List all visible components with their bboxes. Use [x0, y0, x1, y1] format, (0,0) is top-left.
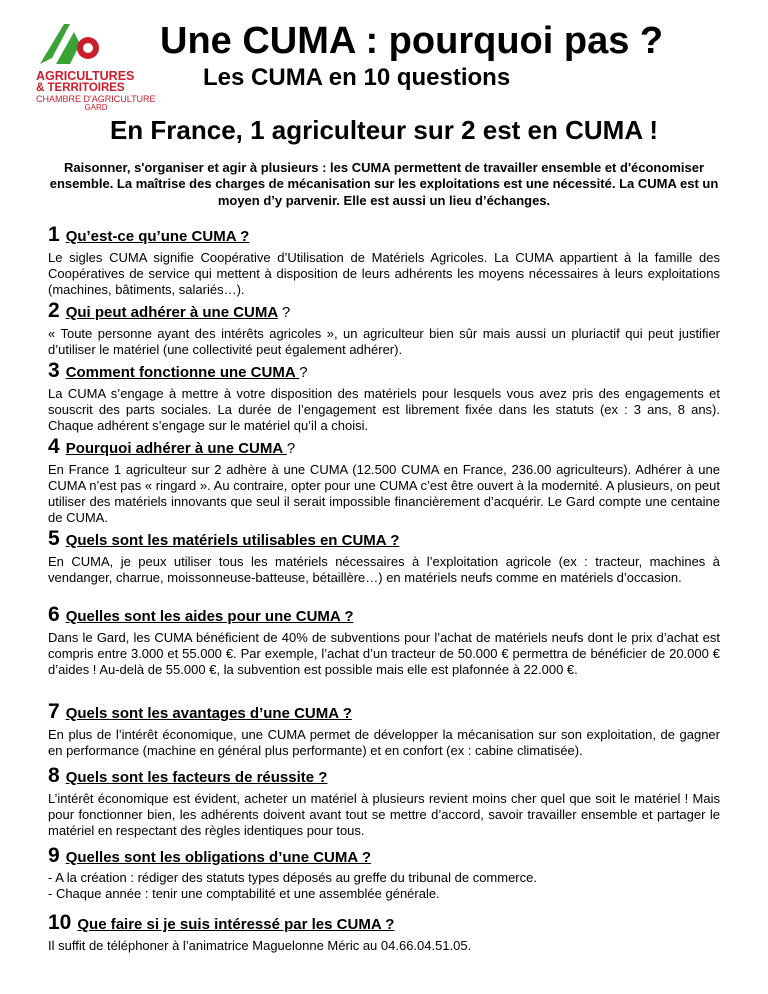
question-title: Quelles sont les aides pour une CUMA ? — [65, 608, 354, 625]
page-subtitle: Les CUMA en 10 questions — [203, 64, 511, 91]
question-block — [48, 911, 720, 954]
question-title: Quels sont les matériels utilisables en CUMA ? — [65, 532, 400, 549]
logo-dept: GARD — [84, 103, 108, 112]
question-answer: « Toute personne ayant des intérêts agricoles », un agriculteur bien sûr mais aussi un pluriactif qui peut justifier d’utiliser le matériel (une collectivité peut également adhérer). — [48, 326, 720, 357]
question-answer: La CUMA s’engage à mettre à votre disposition des matériels pour lesquels vous avez pris des engagements et souscrit des parts sociales. La durée de l’engagement est librement fixée dans les statuts (ex : 3 ans, 8 ans). Chaque adhérent s’engage sur le matériel qu’il a choisi. — [48, 386, 720, 433]
question-block — [48, 359, 720, 434]
question-heading — [48, 299, 720, 322]
question-heading — [48, 527, 720, 550]
question-number: 10 — [48, 911, 72, 934]
question-heading — [48, 359, 720, 382]
question-title: Pourquoi adhérer à une CUMA — [65, 440, 287, 457]
question-heading — [48, 764, 720, 787]
page-title: Une CUMA : pourquoi pas ? — [160, 20, 664, 62]
question-number: 9 — [48, 844, 60, 867]
question-heading — [48, 435, 720, 458]
logo-brand-line2: & TERRITOIRES — [36, 81, 125, 94]
question-number: 7 — [48, 700, 60, 723]
question-block — [48, 435, 720, 526]
question-number: 6 — [48, 603, 60, 626]
question-answer: En CUMA, je peux utiliser tous les matériels nécessaires à l’exploitation agricole (ex : tracteur, machines à vendanger, charrue, moissonneuse-batteuse, bétaillère…) en matériels neufs comme en matériels d’occasion. — [48, 554, 720, 585]
question-answer: Dans le Gard, les CUMA bénéficient de 40% de subventions pour l’achat de matériels neufs dont le prix d’achat est compris entre 3.000 et 55.000 €. Par exemple, l’achat d’un tracteur de 50.000 € permettra de bénéficier de 20.000 € d’aides ! Au-delà de 55.000 €, la subvention est possible mais elle est plafonnée à 22.000 €. — [48, 630, 720, 677]
question-number: 3 — [48, 359, 60, 382]
question-block — [48, 299, 720, 358]
question-title: Qui peut adhérer à une CUMA — [65, 304, 278, 321]
question-heading — [48, 223, 720, 246]
chamber-logo — [30, 18, 156, 128]
question-mark: ? — [286, 440, 296, 457]
question-title: Que faire si je suis intéressé par les CUMA ? — [77, 916, 395, 933]
question-block — [48, 844, 720, 902]
question-number: 8 — [48, 764, 60, 787]
question-answer: En plus de l’intérêt économique, une CUMA permet de développer la mécanisation sur son exploitation, de gagner en performance (machine en général plus performante) et en confort (ex : cabine climatisée). — [48, 727, 720, 758]
question-block — [48, 764, 720, 839]
question-answer-line: - Chaque année : tenir une comptabilité et une assemblée générale. — [48, 886, 440, 901]
question-title: Quelles sont les obligations d’une CUMA ? — [65, 849, 371, 866]
question-block — [48, 223, 720, 298]
question-answer-line: - A la création : rédiger des statuts types déposés au greffe du tribunal de commerce. — [48, 870, 537, 885]
question-title: Quels sont les facteurs de réussite ? — [65, 769, 328, 786]
question-answer: Le sigles CUMA signifie Coopérative d’Utilisation de Matériels Agricoles. La CUMA appartient à la famille des Coopératives de service qui mettent à disposition de leurs adhérents les moyens nécessaires à leurs exploitations (machines, bâtiments, salariés…). — [48, 250, 720, 297]
question-mark: ? — [281, 304, 291, 321]
question-heading — [48, 911, 720, 934]
question-heading — [48, 603, 720, 626]
question-answer: L’intérêt économique est évident, acheter un matériel à plusieurs revient moins cher quel que soit le matériel ! Mais pour fonctionner bien, les adhérents doivent avant tout se mettre d’accord, savoir travailler ensemble et partager le matériel en respectant des règles identiques pour tous. — [48, 791, 720, 838]
question-number: 5 — [48, 527, 60, 550]
logo-brand-line1: AGRICULTURES — [36, 69, 135, 83]
question-heading — [48, 700, 720, 723]
question-mark: ? — [299, 364, 308, 381]
question-title: Qu’est-ce qu’une CUMA ? — [65, 228, 250, 245]
question-number: 1 — [48, 223, 60, 246]
headline: En France, 1 agriculteur sur 2 est en CUMA ! — [109, 115, 659, 145]
question-title: Quels sont les avantages d’une CUMA ? — [65, 705, 352, 722]
question-number: 2 — [48, 299, 60, 322]
logo-org: CHAMBRE D'AGRICULTURE — [36, 94, 156, 104]
question-answer: Il suffit de téléphoner à l’animatrice Maguelonne Méric au 04.66.04.51.05. — [48, 938, 472, 953]
question-answer: En France 1 agriculteur sur 2 adhère à une CUMA (12.500 CUMA en France, 236.00 agriculteurs). Adhérer à une CUMA n’est pas « ringard ». Au contraire, opter pour une CUMA c’est être ouvert à la modernité. A plusieurs, on peut utiliser des matériels innovants que seul il serait impossible financièrement d’acquérir. Le Gard compte une centaine de CUMA. — [48, 462, 720, 525]
question-block — [48, 603, 720, 678]
question-title: Comment fonctionne une CUMA — [65, 364, 300, 381]
question-heading — [48, 844, 720, 867]
question-number: 4 — [48, 435, 60, 458]
intro-paragraph: Raisonner, s'organiser et agir à plusieurs : les CUMA permettent de travailler ensemble et d'économiser ensemble. La maîtrise des charges de mécanisation sur les exploitations est une nécessité. La CUMA est un moyen d’y parvenir. Elle est aussi un lieu d’échanges. — [49, 160, 719, 208]
question-block — [48, 700, 720, 759]
question-block — [48, 527, 720, 586]
logo-mark-icon — [30, 18, 110, 68]
